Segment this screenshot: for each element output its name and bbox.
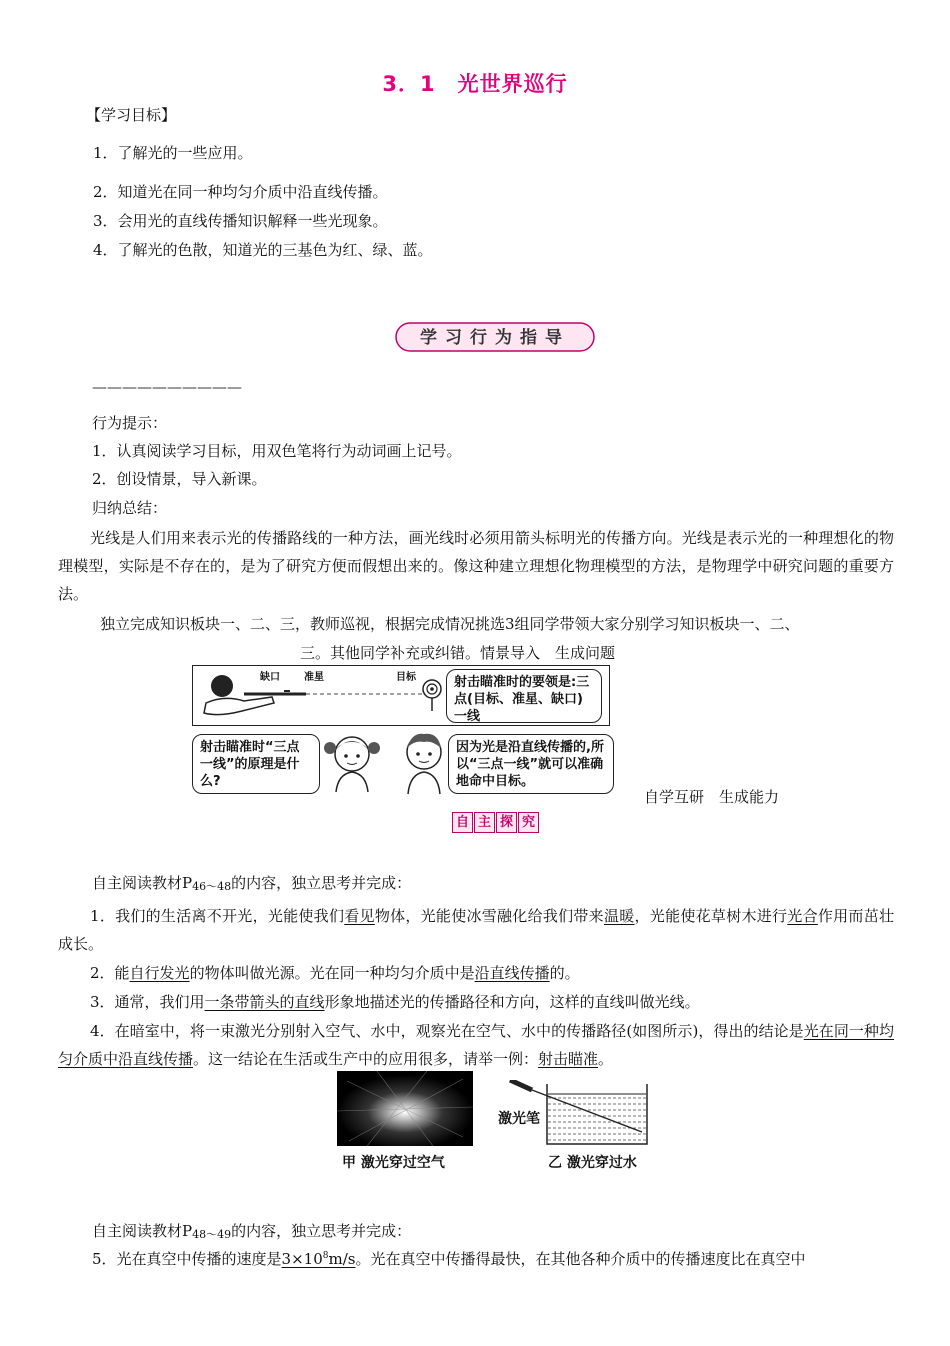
reading-instruction-1: 自主阅读教材P46～48的内容，独立思考并完成： bbox=[92, 874, 412, 893]
objective-item: 3．会用光的直线传播知识解释一些光现象。 bbox=[93, 212, 388, 230]
task-text-line2: 三。其他同学补充或纠错。情景导入 生成问题 bbox=[300, 644, 616, 662]
label-front-sight: 准星 bbox=[304, 672, 324, 683]
answer-blank: 沿直线传播 bbox=[474, 964, 550, 982]
question-2: 2．能自行发光的物体叫做光源。光在同一种均匀介质中是沿直线传播的。 bbox=[90, 964, 580, 982]
label-target: 目标 bbox=[396, 672, 416, 683]
reading-instruction-2: 自主阅读教材P48～49的内容，独立思考并完成： bbox=[92, 1222, 412, 1241]
laser-pen-label: 激光笔 bbox=[498, 1111, 540, 1127]
hints-header: 行为提示： bbox=[92, 414, 168, 432]
answer-blank: 看见 bbox=[344, 907, 375, 925]
answer-blank: 温暖 bbox=[603, 907, 635, 925]
page-title: 3．1 光世界巡行 bbox=[382, 72, 568, 96]
badge-char: 究 bbox=[518, 812, 539, 833]
answer-blank: 射击瞄准 bbox=[538, 1050, 599, 1068]
answer-blank: 光合 bbox=[787, 907, 818, 925]
label-notch: 缺口 bbox=[260, 672, 280, 683]
hint-item: 1．认真阅读学习目标，用双色笔将行为动词画上记号。 bbox=[92, 442, 462, 460]
question-5: 5．光在真空中传播的速度是$3\times 10^8m/s$。光在真空中传播得最快，在其他各种介质中的传播速度比在真空中 bbox=[92, 1250, 806, 1268]
boy-illustration bbox=[398, 726, 450, 796]
caption-water: 乙 激光穿过水 bbox=[548, 1155, 637, 1171]
objectives-header: 【学习目标】 bbox=[86, 106, 177, 124]
answer-blank: 一条带箭头的直线 bbox=[204, 993, 325, 1011]
question-3: 3．通常，我们用一条带箭头的直线形象地描述光的传播路径和方向，这样的直线叫做光线。 bbox=[90, 993, 700, 1011]
question-1: 1．我们的生活离不开光，光能使我们看见物体，光能使冰雪融化给我们带来温暖，光能使花草树木进行光合作用而茁壮成长。 bbox=[58, 907, 894, 953]
answer-bubble: 因为光是沿直线传播的,所以“三点一线”就可以准确地命中目标。 bbox=[448, 734, 614, 794]
summary-text: 光线是人们用来表示光的传播路线的一种方法，画光线时必须用箭头标明光的传播方向。光线是表示光的一种理想化的物理模型，实际是不存在的，是为了研究方便而假想出来的。像这种建立理想化物理模型的方法，是物理学中研究问题的重要方法。 bbox=[58, 529, 894, 603]
objective-item: 2．知道光在同一种均匀介质中沿直线传播。 bbox=[93, 183, 388, 201]
answer-blank: 自行发光 bbox=[129, 964, 190, 982]
aiming-tip-bubble: 射击瞄准时的要领是:三点(目标、准星、缺口)一线 bbox=[446, 669, 602, 723]
badge-char: 探 bbox=[496, 812, 517, 833]
banner-text: 学习行为指导 bbox=[420, 328, 570, 348]
badge-char: 自 bbox=[452, 812, 473, 833]
objective-item: 1．了解光的一些应用。 bbox=[93, 144, 253, 162]
answer-blank: $3\times 10^8m/s$ bbox=[281, 1250, 356, 1268]
hint-item: 2．创设情景，导入新课。 bbox=[92, 470, 267, 488]
question-4: 4．在暗室中，将一束激光分别射入空气、水中，观察光在空气、水中的传播路径(如图所示)，得出的结论是光在同一种均匀介质中沿直线传播。这一结论在生活或生产中的应用很多，请举一例：射击瞄准。 bbox=[58, 1022, 894, 1068]
self-explore-badge bbox=[452, 812, 540, 832]
badge-char: 主 bbox=[474, 812, 495, 833]
answer-blank: 光在同一种均匀介质中沿直线传播 bbox=[58, 1022, 894, 1068]
divider: —————————— bbox=[92, 378, 242, 396]
section-banner bbox=[395, 322, 595, 352]
objective-item: 4．了解光的色散，知道光的三基色为红、绿、蓝。 bbox=[93, 241, 433, 259]
self-study-label: 自学互研 生成能力 bbox=[644, 788, 780, 806]
caption-air: 甲 激光穿过空气 bbox=[342, 1155, 445, 1171]
question-bubble: 射击瞄准时“三点一线”的原理是什么? bbox=[192, 734, 320, 794]
laser-in-air-photo bbox=[337, 1071, 473, 1146]
summary-header: 归纳总结： bbox=[92, 499, 168, 517]
task-text-line1: 独立完成知识板块一、二、三，教师巡视，根据完成情况挑选3组同学带领大家分别学习知识板块一、二、 bbox=[100, 615, 800, 633]
girl-illustration bbox=[314, 728, 390, 794]
